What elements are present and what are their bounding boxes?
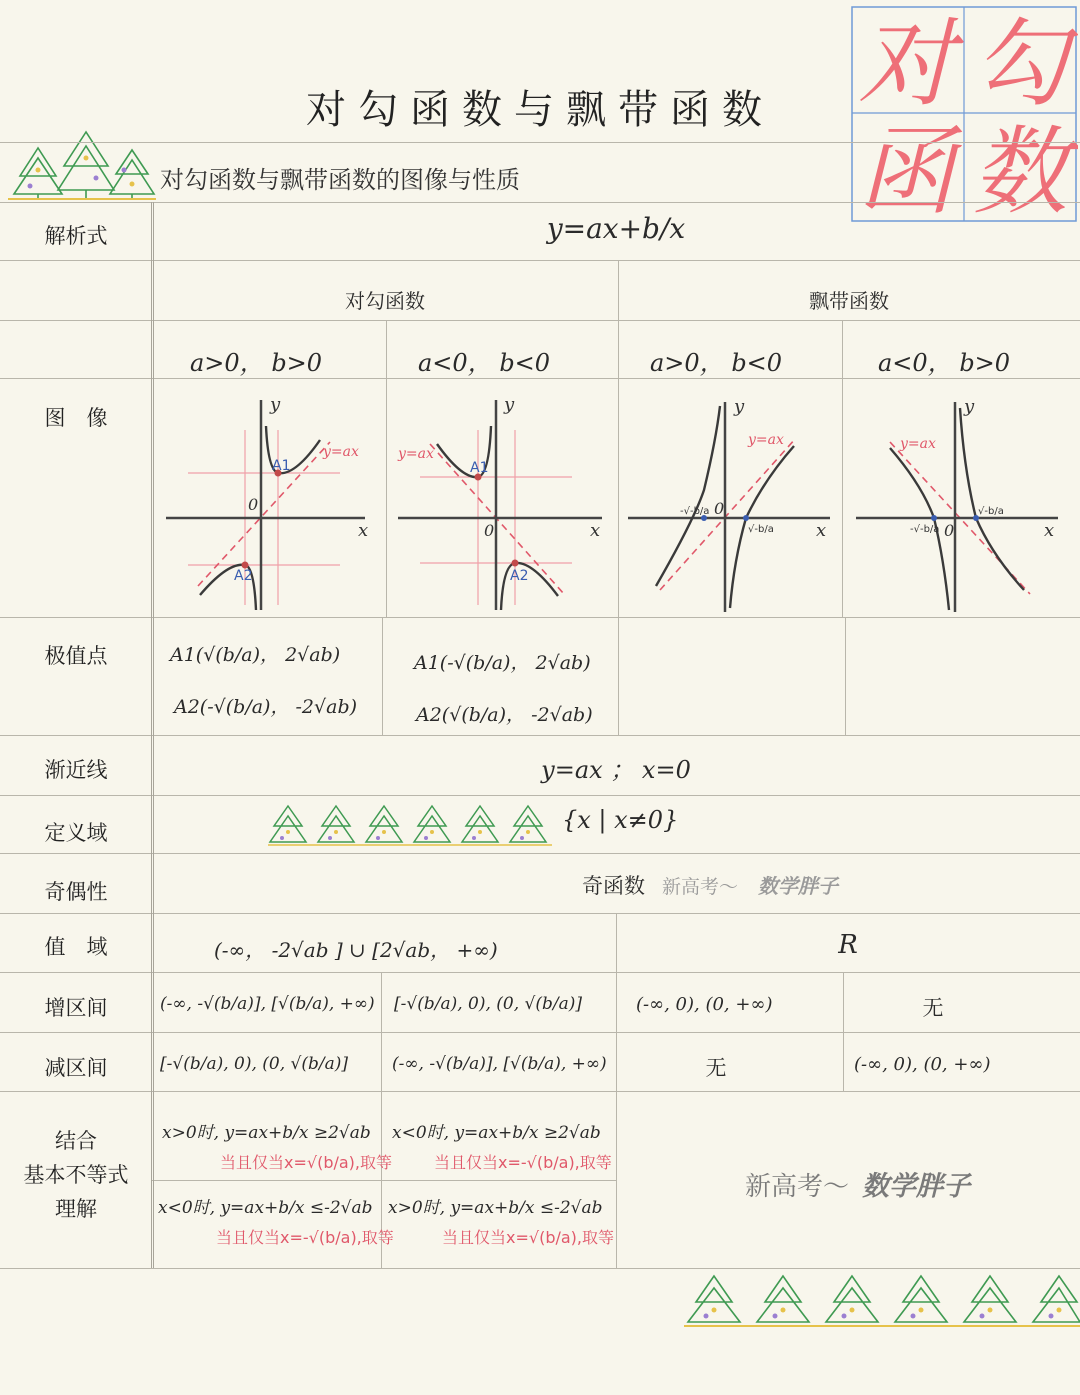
x-axis-label: x: [816, 520, 827, 541]
inequality-main-1: x>0时, y=ax+b/x ≥2√ab: [162, 1123, 371, 1143]
tree-icon: [688, 1276, 740, 1322]
tree-icon: [757, 1276, 809, 1322]
y-axis-label: y: [964, 396, 975, 417]
stamp-char-4: 数: [972, 116, 1068, 223]
expression-label: 解析式: [44, 224, 108, 248]
decreasing-value-2: (-∞, -√(b/a)], [√(b/a), +∞): [392, 1054, 607, 1074]
increasing-value-4: 无: [922, 996, 944, 1020]
parity-watermark-prefix: 新高考～: [662, 876, 739, 898]
tree-icon: [270, 806, 306, 842]
section-subtitle: 对勾函数与飘带函数的图像与性质: [160, 166, 520, 194]
domain-label: 定义域: [44, 821, 108, 845]
point-a1-label: A1: [470, 460, 489, 476]
condition-4: a<0， b>0: [878, 349, 1011, 377]
condition-1: a>0， b>0: [190, 349, 323, 377]
tree-icon: [414, 806, 450, 842]
extremum-a1-col2: A1(-√(b/a)， 2√ab): [414, 652, 591, 674]
tree-icon: [462, 806, 498, 842]
root-label-left: -√-b/a: [910, 524, 940, 535]
type-label-dougou: 对勾函数: [345, 289, 425, 313]
brand-watermark-name: 数学胖子: [862, 1171, 970, 1202]
asymptote-label: y=ax: [748, 432, 784, 448]
expression-formula: y=ax+b/x: [546, 212, 686, 245]
extremum-a1-col1: A1(√(b/a)， 2√ab): [170, 644, 341, 666]
increasing-value-1: (-∞, -√(b/a)], [√(b/a), +∞): [160, 994, 375, 1014]
root-label-right: √-b/a: [978, 506, 1004, 517]
inequality-label-line-3: 理解: [55, 1197, 97, 1221]
inequality-note-3: 当且仅当x=-√(b/a),取等: [216, 1228, 394, 1247]
tree-icon: [964, 1276, 1016, 1322]
parity-value: 奇函数: [582, 874, 645, 898]
increasing-label: 增区间: [44, 996, 108, 1020]
curve-right: [960, 408, 1024, 590]
x-axis-label: x: [590, 520, 601, 541]
decreasing-value-4: (-∞, 0), (0, +∞): [854, 1054, 991, 1075]
header-tree-decoration: [8, 128, 156, 200]
decreasing-value-3: 无: [705, 1056, 727, 1080]
inequality-note-4: 当且仅当x=√(b/a),取等: [442, 1228, 614, 1247]
point-a2-label: A2: [510, 568, 529, 584]
tree-icon: [510, 806, 546, 842]
graph-piaodai-negative: [852, 390, 1066, 615]
root-point-right: [743, 515, 749, 521]
point-a2: [512, 560, 519, 567]
footer-tree-decoration: [684, 1272, 1080, 1328]
parity-watermark-brand: 数学胖子: [758, 874, 838, 898]
tree-icon: [366, 806, 402, 842]
increasing-value-3: (-∞, 0), (0, +∞): [636, 994, 773, 1015]
point-a2-label: A2: [234, 568, 253, 584]
stamp-char-2: 勾: [972, 8, 1068, 120]
increasing-value-2: [-√(b/a), 0), (0, √(b/a)]: [394, 994, 583, 1014]
inequality-label-line-2: 基本不等式: [23, 1163, 129, 1187]
tree-icon: [826, 1276, 878, 1322]
graph-dougou-negative: [392, 390, 614, 615]
point-a1-label: A1: [272, 458, 291, 474]
tree-icon: [318, 806, 354, 842]
y-axis-label: y: [270, 394, 281, 415]
asymptote-label: y=ax: [398, 446, 434, 462]
inequality-note-2: 当且仅当x=-√(b/a),取等: [434, 1153, 612, 1172]
domain-value: {x | x≠0}: [562, 806, 679, 834]
decreasing-label: 减区间: [44, 1056, 108, 1080]
decreasing-value-1: [-√(b/a), 0), (0, √(b/a)]: [160, 1054, 349, 1074]
asymptote-row-label: 渐近线: [44, 758, 108, 782]
range-value-piaodai: R: [838, 930, 858, 960]
asymptote-label: y=ax: [323, 444, 359, 460]
domain-tree-decoration: [268, 804, 552, 846]
y-axis-label: y: [504, 394, 515, 415]
origin-label: 0: [944, 521, 955, 540]
y-axis-label: y: [734, 396, 745, 417]
stamp-char-3: 函: [858, 116, 954, 223]
range-value-dougou: (-∞， -2√ab ] ∪ [2√ab， +∞): [214, 938, 498, 962]
parity-label: 奇偶性: [44, 880, 108, 904]
condition-2: a<0， b<0: [418, 349, 551, 377]
graph-dougou-positive: [160, 390, 380, 615]
inequality-label: [0, 1124, 152, 1226]
x-axis-label: x: [358, 520, 369, 541]
graph-piaodai-positive: [624, 390, 838, 615]
inequality-main-3: x<0时, y=ax+b/x ≤-2√ab: [158, 1198, 373, 1218]
extremum-label: 极值点: [44, 644, 108, 668]
inequality-main-4: x>0时, y=ax+b/x ≤-2√ab: [388, 1198, 603, 1218]
stamp-char-1: 对: [858, 8, 954, 120]
tree-icon: [895, 1276, 947, 1322]
page-title: 对勾函数与飘带函数: [306, 87, 774, 133]
x-axis-label: x: [1044, 520, 1055, 541]
extremum-a2-col1: A2(-√(b/a)， -2√ab): [174, 696, 358, 718]
origin-label: 0: [714, 499, 725, 518]
range-label: 值 域: [44, 935, 108, 959]
tree-icon: [1033, 1276, 1080, 1322]
condition-3: a>0， b<0: [650, 349, 783, 377]
type-label-piaodai: 飘带函数: [809, 289, 889, 313]
root-label-right: √-b/a: [748, 524, 774, 535]
root-point-left: [931, 515, 937, 521]
title-stamp: [850, 5, 1078, 223]
root-label-left: -√-b/a: [680, 506, 710, 517]
origin-label: 0: [248, 495, 259, 514]
inequality-main-2: x<0时, y=ax+b/x ≥2√ab: [392, 1123, 601, 1143]
inequality-label-line-1: 结合: [55, 1129, 97, 1153]
inequality-note-1: 当且仅当x=√(b/a),取等: [220, 1153, 392, 1172]
origin-label: 0: [484, 521, 495, 540]
asymptote-label: y=ax: [900, 436, 936, 452]
image-label: 图 像: [44, 406, 108, 430]
asymptote-value: y=ax ； x=0: [541, 756, 691, 784]
extremum-a2-col2: A2(√(b/a)， -2√ab): [416, 704, 593, 726]
brand-watermark-prefix: 新高考～: [745, 1172, 850, 1202]
